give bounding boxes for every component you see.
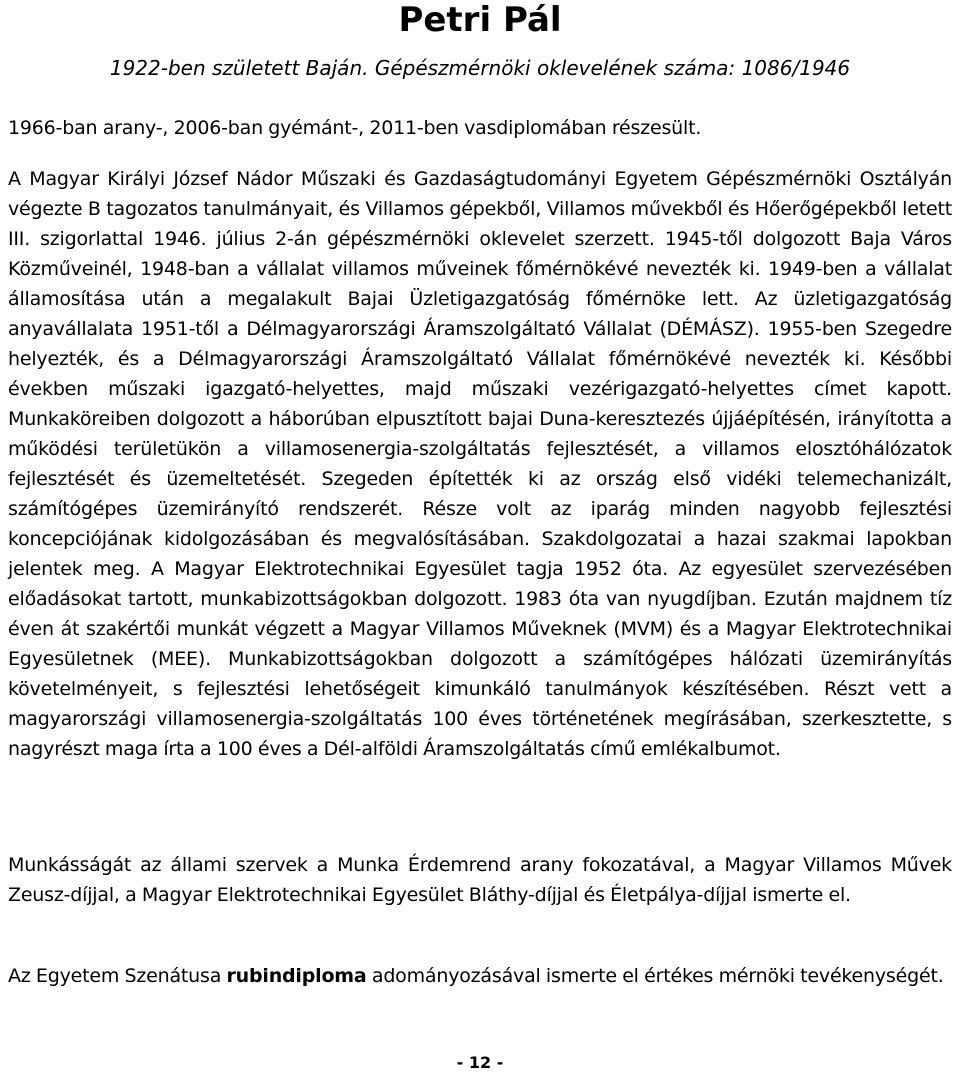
page-number: - 12 - — [456, 1053, 504, 1072]
paragraph-diplomas: 1966-ban arany-, 2006-ban gyémánt-, 2011-ben vasdiplomában részesült. — [8, 117, 702, 139]
birth-and-diploma-subtitle: 1922-ben született Baján. Gépészmérnöki oklevelének száma: 1086/1946 — [109, 56, 851, 80]
paragraph-career: A Magyar Királyi József Nádor Műszaki és Gazdaságtudományi Egyetem Gépészmérnöki Osztályán végezte B tagozatos tanulmányait, és Villamos gépekből, Villamos művekből és Hőerőgépekből letett III. szigorlattal 1946. július 2-án gépészmérnöki oklevelet szerzett. 1945-től dolgozott Baja Város Közműveinél, 1948-ban a vállalat villamos műveinek főmérnökévé nevezték ki. 1949-ben a vállalat államosítása után a megalakult Bajai Üzletigazgatóság főmérnöke lett. Az üzletigazgatóság anyavállalata 1951-től a Délmagyarországi Áramszolgáltató Vállalat (DÉMÁSZ). 1955-ben Szegedre helyezték, és a Délmagyarországi Áramszolgáltató Vállalat főmérnökévé nevezték ki. Későbbi években műszaki igazgató-helyettes, majd műszaki vezérigazgató-helyettes címet kapott. Munkaköreiben dolgozott a háborúban elpusztított bajai Duna-keresztezés újjáépítésén, irányította a működési területükön a villamosenergia-szolgáltatás fejlesztését, a villamos elosztóhálózatok fejlesztését és üzemeltetését. Szegeden építették ki az ország első vidéki telemechanizált, számítógépes üzemirányító rendszerét. Része volt az iparág minden nagyobb fejlesztési koncepciójának kidolgozásában és megvalósításában. Szakdolgozatai a hazai szakmai lapokban jelentek meg. A Magyar Elektrotechnikai Egyesület tagja 1952 óta. Az egyesület szervezésében előadásokat tartott, munkabizottságokban dolgozott. 1983 óta van nyugdíjban. Ezután majdnem tíz éven át szakértői munkát végzett a Magyar Villamos Műveknek (MVM) és a Magyar Elektrotechnikai Egyesületnek (MEE). Munkabizottságokban dolgozott a számítógépes hálózati üzemirányítás követelményeit, s fejlesztési lehetőségeit kimunkáló tanulmányok készítésében. Részt vett a magyarországi villamosenergia-szolgáltatás 100 éves történetének megírásában, szerkesztette, s nagyrészt maga írta a 100 éves a Dél-alföldi Áramszolgáltatás című emlékalbumot. — [8, 168, 952, 760]
paragraph-awards: Munkásságát az állami szervek a Munka Érdemrend arany fokozatával, a Magyar Villamos Művek Zeusz-díjjal, a Magyar Elektrotechnikai Egyesület Bláthy-díjjal és Életpálya-díjjal ismerte el. — [8, 854, 952, 906]
paragraph-senate-emphasis: rubindiploma — [226, 965, 367, 987]
paragraph-senate-after: adományozásával ismerte el értékes mérnöki tevékenységét. — [366, 965, 944, 987]
paragraph-senate-before: Az Egyetem Szenátusa — [8, 965, 227, 987]
page-title: Petri Pál — [398, 0, 562, 40]
paragraph-senate — [8, 961, 952, 991]
document-page — [8, 0, 952, 1077]
